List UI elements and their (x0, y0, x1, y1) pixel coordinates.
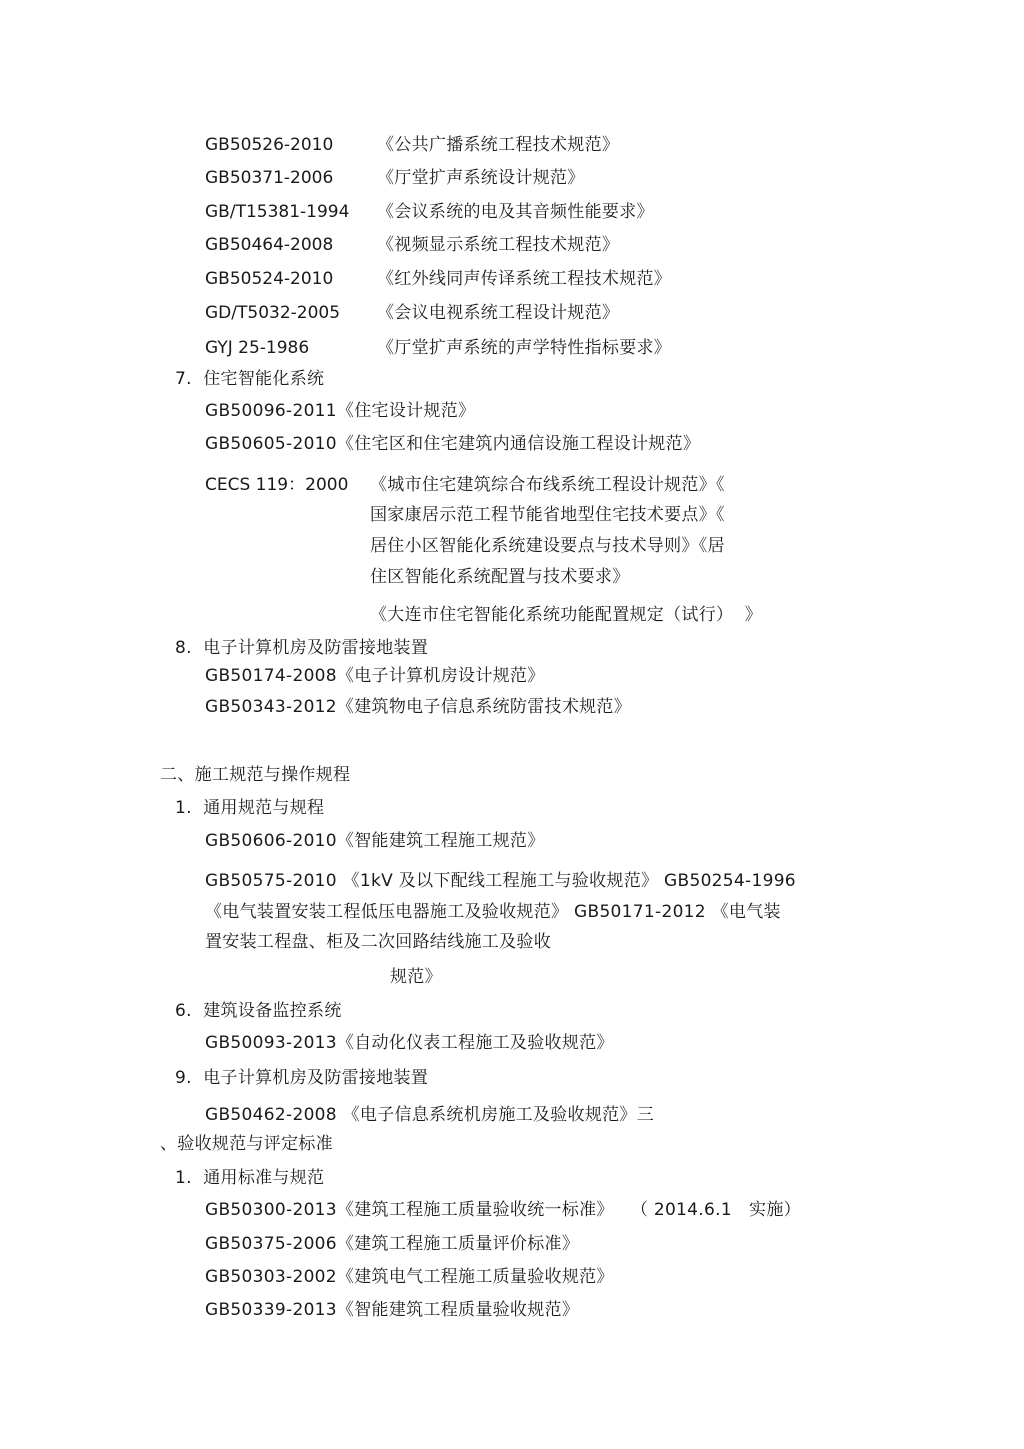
cecs-line: 《城市住宅建筑综合布线系统工程设计规范》《 (370, 475, 725, 495)
part-2-sub1-line1: GB50606-2010《智能建筑工程施工规范》 (205, 831, 545, 851)
section-8-heading: 8. 电子计算机房及防雷接地装置 (175, 638, 429, 658)
standard-code: GB/T15381-1994 (205, 202, 350, 222)
standard-code: GB50371-2006 (205, 168, 334, 188)
section-7-line1: GB50096-2011《住宅设计规范》 (205, 401, 476, 421)
standard-title: 《会议电视系统工程设计规范》 (377, 303, 620, 323)
standard-title: 《厅堂扩声系统设计规范》 (377, 168, 585, 188)
section-8-line2: GB50343-2012《建筑物电子信息系统防雷技术规范》 (205, 697, 632, 717)
part-2-sub9-line: GB50462-2008 《电子信息系统机房施工及验收规范》三 (205, 1105, 655, 1125)
standard-title: 《会议系统的电及其音频性能要求》 (377, 202, 654, 222)
cecs-line: 居住小区智能化系统建设要点与技术导则》《居 (370, 536, 725, 556)
standard-code: GB50464-2008 (205, 235, 334, 255)
standard-code: GB50524-2010 (205, 269, 334, 289)
part-3-line: GB50303-2002《建筑电气工程施工质量验收规范》 (205, 1267, 614, 1287)
standard-title: 《公共广播系统工程技术规范》 (377, 135, 620, 155)
standard-title: 《视频显示系统工程技术规范》 (377, 235, 620, 255)
section-7-line2: GB50605-2010《住宅区和住宅建筑内通信设施工程设计规范》 (205, 434, 701, 454)
part-2-sub1-heading: 1. 通用规范与规程 (175, 798, 325, 818)
part-2-heading: 二、施工规范与操作规程 (160, 765, 351, 785)
part-2-paragraph-line: GB50575-2010 《1kV 及以下配线工程施工与验收规范》 GB50254-1996 (205, 871, 796, 891)
standard-code: GYJ 25-1986 (205, 338, 310, 358)
part-2-paragraph-line: 置安装工程盘、柜及二次回路结线施工及验收 (205, 932, 551, 952)
standard-code: GD/T5032-2005 (205, 303, 341, 323)
part-2-paragraph-line: 规范》 (390, 967, 442, 987)
dalian-standard: 《大连市住宅智能化系统功能配置规定（试行） 》 (370, 605, 763, 625)
section-7-heading: 7. 住宅智能化系统 (175, 369, 325, 389)
section-8-line1: GB50174-2008《电子计算机房设计规范》 (205, 666, 545, 686)
standard-title: 《厅堂扩声系统的声学特性指标要求》 (377, 338, 672, 358)
part-3-line: GB50375-2006《建筑工程施工质量评价标准》 (205, 1234, 580, 1254)
part-3-line: GB50339-2013《智能建筑工程质量验收规范》 (205, 1300, 580, 1320)
part-3-line: GB50300-2013《建筑工程施工质量验收统一标准》 （ 2014.6.1 实施） (205, 1200, 801, 1220)
standard-title: 《红外线同声传译系统工程技术规范》 (377, 269, 672, 289)
part-3-sub1-heading: 1. 通用标准与规范 (175, 1168, 325, 1188)
standard-code: GB50526-2010 (205, 135, 334, 155)
part-2-sub6-line: GB50093-2013《自动化仪表工程施工及验收规范》 (205, 1033, 614, 1053)
part-2-sub6-heading: 6. 建筑设备监控系统 (175, 1001, 342, 1021)
cecs-code: CECS 119：2000 (205, 475, 349, 495)
cecs-line: 国家康居示范工程节能省地型住宅技术要点》《 (370, 505, 725, 525)
part-2-paragraph-line: 《电气装置安装工程低压电器施工及验收规范》 GB50171-2012 《电气装 (205, 902, 781, 922)
part-3-heading: 、验收规范与评定标准 (160, 1134, 333, 1154)
cecs-line: 住区智能化系统配置与技术要求》 (370, 567, 630, 587)
part-2-sub9-heading: 9. 电子计算机房及防雷接地装置 (175, 1068, 429, 1088)
